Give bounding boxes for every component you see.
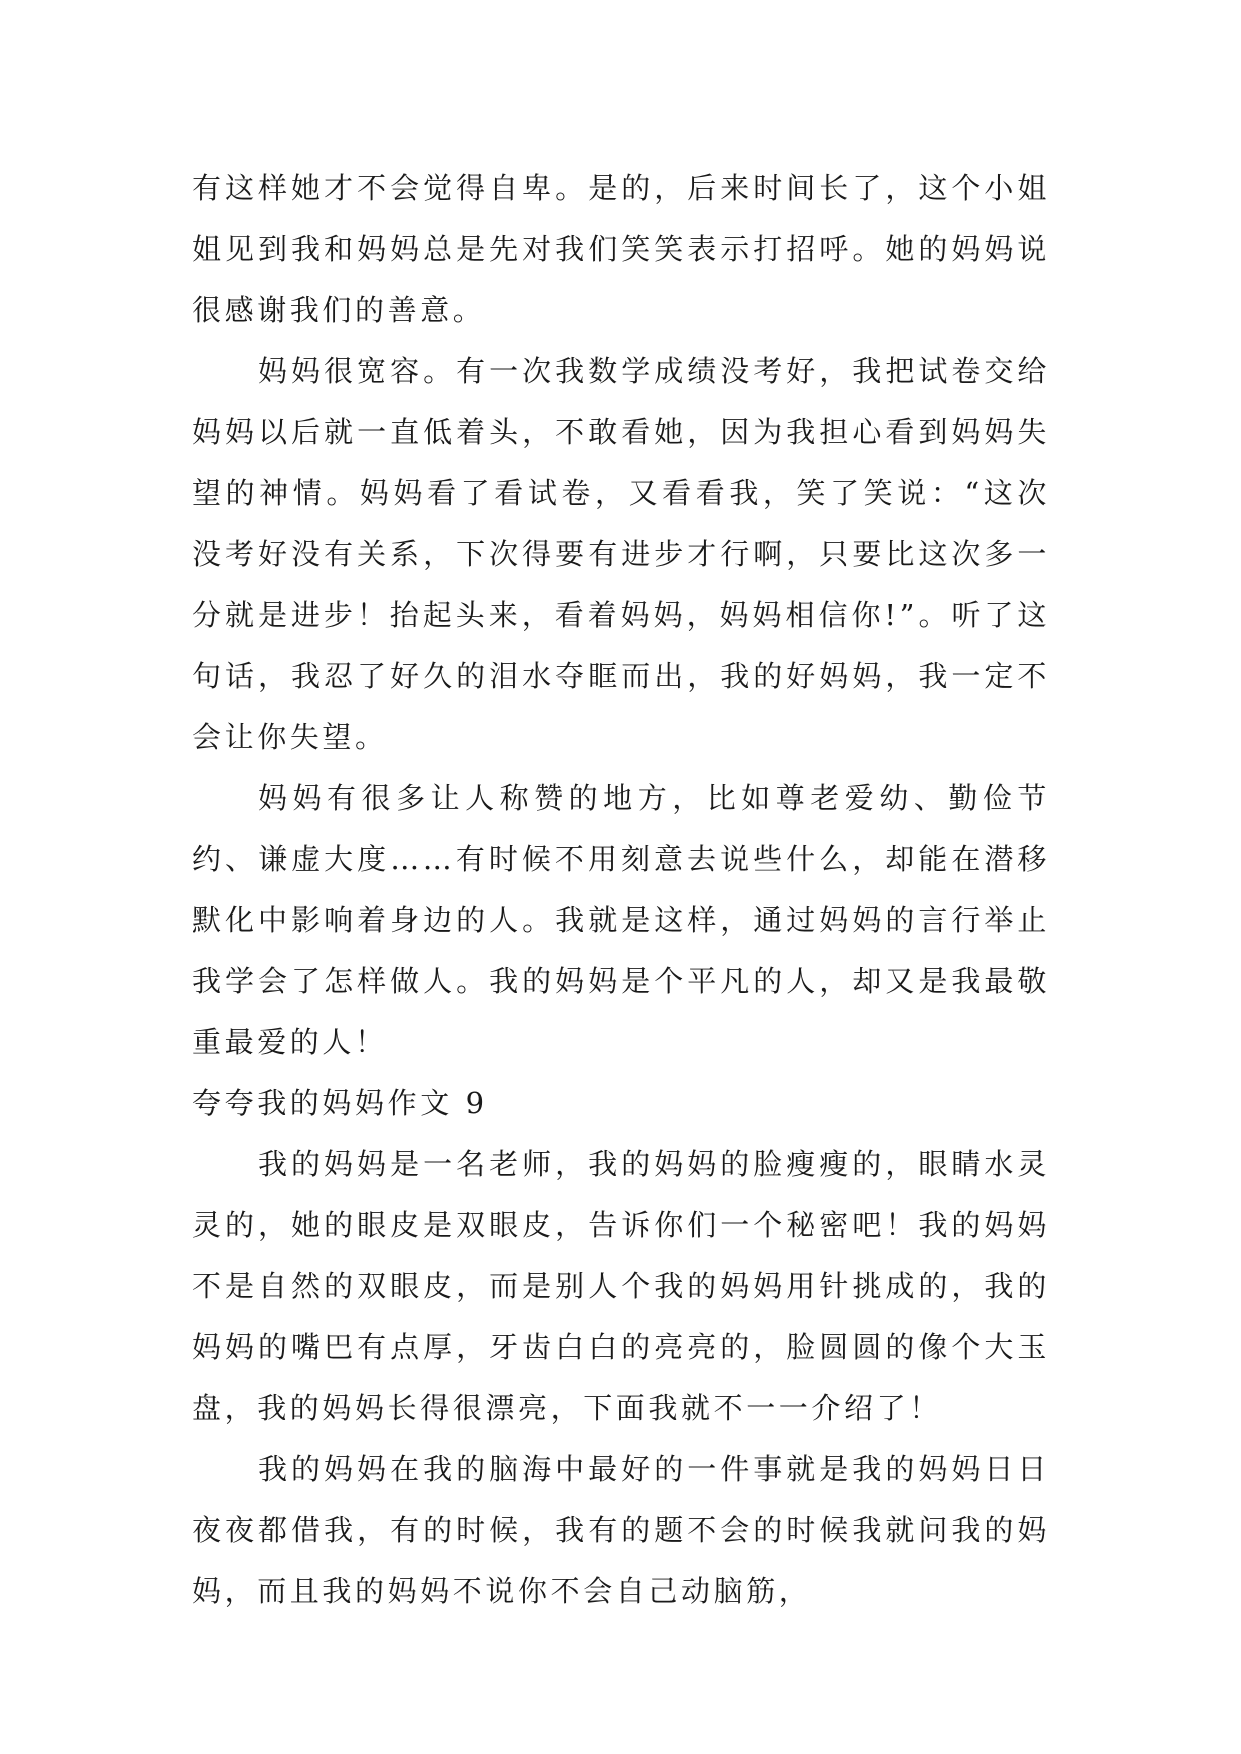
document-body (192, 158, 1050, 1622)
paragraph-help: 我的妈妈在我的脑海中最好的一件事就是我的妈妈日日夜夜都借我，有的时候，我有的题不会的时候我就问我的妈妈，而且我的妈妈不说你不会自己动脑筋， (192, 1452, 1050, 1608)
paragraph-virtues: 妈妈有很多让人称赞的地方，比如尊老爱幼、勤俭节约、谦虚大度……有时候不用刻意去说些什么，却能在潜移默化中影响着身边的人。我就是这样，通过妈妈的言行举止我学会了怎样做人。我的妈妈是个平凡的人，却又是我最敬重最爱的人！ (192, 781, 1050, 1059)
paragraph-continuation: 有这样她才不会觉得自卑。是的，后来时间长了，这个小姐姐见到我和妈妈总是先对我们笑笑表示打招呼。她的妈妈说很感谢我们的善意。 (192, 171, 1050, 327)
paragraph-appearance: 我的妈妈是一名老师，我的妈妈的脸瘦瘦的，眼睛水灵灵的，她的眼皮是双眼皮，告诉你们一个秘密吧！我的妈妈不是自然的双眼皮，而是别人个我的妈妈用针挑成的，我的妈妈的嘴巴有点厚，牙齿白白的亮亮的，脸圆圆的像个大玉盘，我的妈妈长得很漂亮，下面我就不一一介绍了！ (192, 1147, 1050, 1425)
paragraph-tolerance: 妈妈很宽容。有一次我数学成绩没考好，我把试卷交给妈妈以后就一直低着头，不敢看她，因为我担心看到妈妈失望的神情。妈妈看了看试卷，又看看我，笑了笑说：“这次没考好没有关系，下次得要有进步才行啊，只要比这次多一分就是进步！抬起头来，看着妈妈，妈妈相信你!”。听了这句话，我忍了好久的泪水夺眶而出，我的好妈妈，我一定不会让你失望。 (192, 354, 1050, 754)
essay-title: 夸夸我的妈妈作文 9 (192, 1086, 488, 1120)
